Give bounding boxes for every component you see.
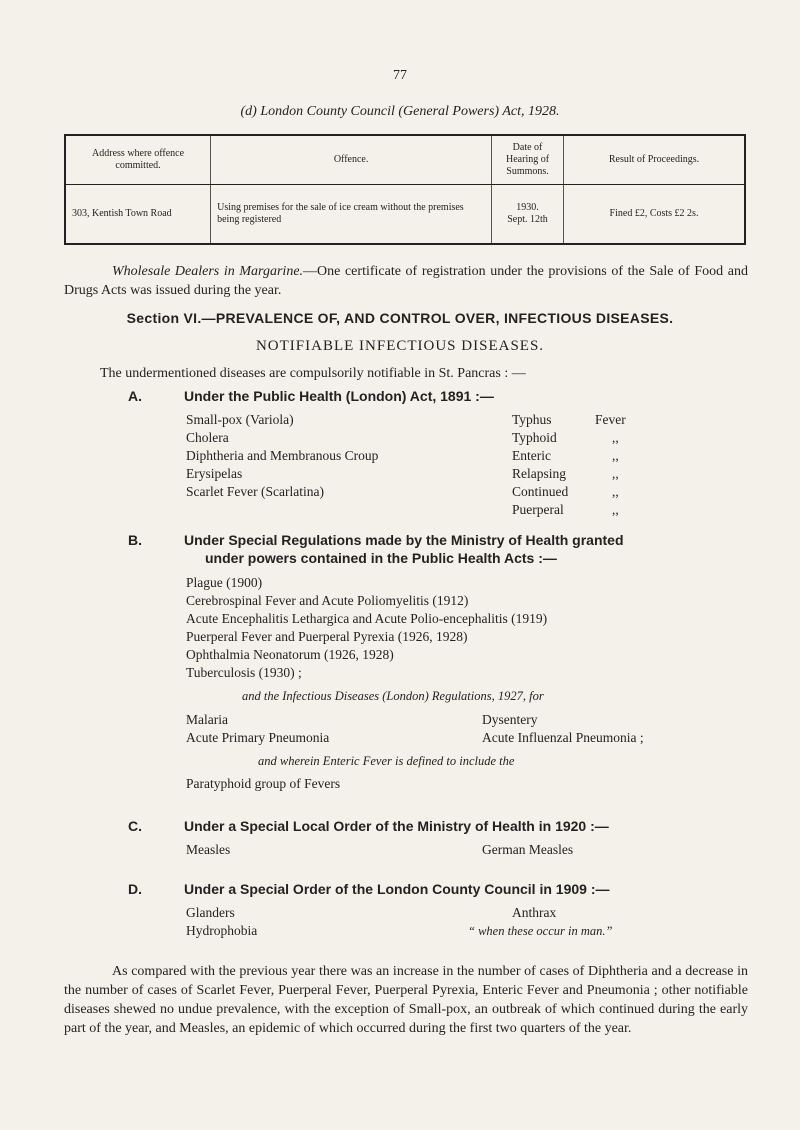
list-item: Acute Influenzal Pneumonia ; xyxy=(482,730,644,745)
fever-label: Fever xyxy=(595,412,626,427)
list-item: Continued xyxy=(512,484,569,499)
list-item: Cholera xyxy=(186,430,229,445)
list-item: Enteric xyxy=(512,448,551,463)
section-c-letter: C. xyxy=(128,818,142,834)
list-item: German Measles xyxy=(482,842,574,857)
list-item: Diphtheria and Membranous Croup xyxy=(186,448,379,463)
margarine-text: —One certificate of registration under the provisions of the Sale of Food and Drugs Acts was issued during the year. xyxy=(64,264,748,298)
list-item: Measles xyxy=(186,842,231,857)
margarine-lead: Wholesale Dealers in Margarine. xyxy=(112,264,304,279)
list-item: Cerebrospinal Fever and Acute Poliomyelitis (1912) xyxy=(186,593,469,608)
list-item: Glanders xyxy=(186,905,235,920)
section-title: Section VI.—PREVALENCE OF, AND CONTROL OVER, INFECTIOUS DISEASES. xyxy=(126,310,674,326)
section-a-letter: A. xyxy=(128,388,142,404)
list-item: Paratyphoid group of Fevers xyxy=(186,776,341,791)
ditto-mark: ,, xyxy=(612,484,619,499)
list-item: Tuberculosis (1930) ; xyxy=(186,665,302,680)
ditto-mark: ,, xyxy=(612,448,619,463)
header-result: Result of Proceedings. xyxy=(564,135,746,185)
section-a-title: Under the Public Health (London) Act, 1891 :— xyxy=(184,388,494,404)
ditto-mark: ,, xyxy=(612,466,619,481)
list-item: Acute Encephalitis Lethargica and Acute Polio-encephalitis (1919) xyxy=(186,611,548,626)
proceedings-table xyxy=(64,134,746,245)
enteric-note: and wherein Enteric Fever is defined to include the xyxy=(258,754,515,768)
ditto-mark: ,, xyxy=(612,430,619,445)
page-number: 77 xyxy=(393,68,407,83)
cell-offence: Using premises for the sale of ice cream without the premises being registered xyxy=(211,185,492,245)
section-b-title-2: under powers contained in the Public Health Acts :— xyxy=(205,550,557,566)
cell-result: Fined £2, Costs £2 2s. xyxy=(609,208,699,219)
list-item: Typhus xyxy=(512,412,552,427)
section-d-title: Under a Special Order of the London County Council in 1909 :— xyxy=(184,881,610,897)
section-c-title: Under a Special Local Order of the Ministry of Health in 1920 :— xyxy=(184,818,609,834)
closing-paragraph xyxy=(64,962,748,1038)
list-item: Scarlet Fever (Scarlatina) xyxy=(186,484,324,499)
list-item: Puerperal Fever and Puerperal Pyrexia (1926, 1928) xyxy=(186,629,468,644)
occurrence-note: “ when these occur in man.” xyxy=(468,924,613,938)
cell-address: 303, Kentish Town Road xyxy=(65,185,211,245)
list-item: Puerperal xyxy=(512,502,564,517)
regulations-note: and the Infectious Diseases (London) Regulations, 1927, for xyxy=(242,689,544,703)
cell-date-year: 1930. xyxy=(516,202,539,213)
section-b-letter: B. xyxy=(128,532,142,548)
section-d-letter: D. xyxy=(128,881,142,897)
closing-text: As compared with the previous year there was an increase in the number of cases of Diphtheria and a decrease in the number of cases of Scarlet Fever, Puerperal Fever, Puerperal Pyrexia, Enteric Fever and Pneumonia ; other notifiable diseases shewed no undue prevalence, with the exception of Small-pox, an outbreak of which continued during the early part of the year, and Measles, an epidemic of which occurred during the first two quarters of the year. xyxy=(64,964,748,1036)
list-item: Malaria xyxy=(186,712,228,727)
header-address: Address where offence committed. xyxy=(65,135,211,185)
list-item: Ophthalmia Neonatorum (1926, 1928) xyxy=(186,647,394,662)
margarine-paragraph xyxy=(64,262,748,300)
cell-date xyxy=(492,185,564,245)
header-date: Date of Hearing of Summons. xyxy=(492,135,564,185)
section-subtitle: NOTIFIABLE INFECTIOUS DISEASES. xyxy=(255,338,545,354)
list-item: Acute Primary Pneumonia xyxy=(186,730,330,745)
header-offence: Offence. xyxy=(211,135,492,185)
table-header-row xyxy=(65,135,745,185)
list-item: Small-pox (Variola) xyxy=(186,412,294,427)
ditto-mark: ,, xyxy=(612,502,619,517)
intro-text: The undermentioned diseases are compulsorily notifiable in St. Pancras : — xyxy=(100,366,526,381)
section-b-title-1: Under Special Regulations made by the Ministry of Health granted xyxy=(184,532,624,548)
table-row xyxy=(65,185,745,245)
cell-date-day: Sept. 12th xyxy=(507,214,548,225)
list-item: Plague (1900) xyxy=(186,575,263,590)
list-item: Hydrophobia xyxy=(186,923,258,938)
list-item: Anthrax xyxy=(512,905,557,920)
list-item: Dysentery xyxy=(482,712,538,727)
act-heading: (d) London County Council (General Powers) Act, 1928. xyxy=(240,104,560,119)
list-item: Erysipelas xyxy=(186,466,243,481)
list-item: Relapsing xyxy=(512,466,566,481)
list-item: Typhoid xyxy=(512,430,557,445)
